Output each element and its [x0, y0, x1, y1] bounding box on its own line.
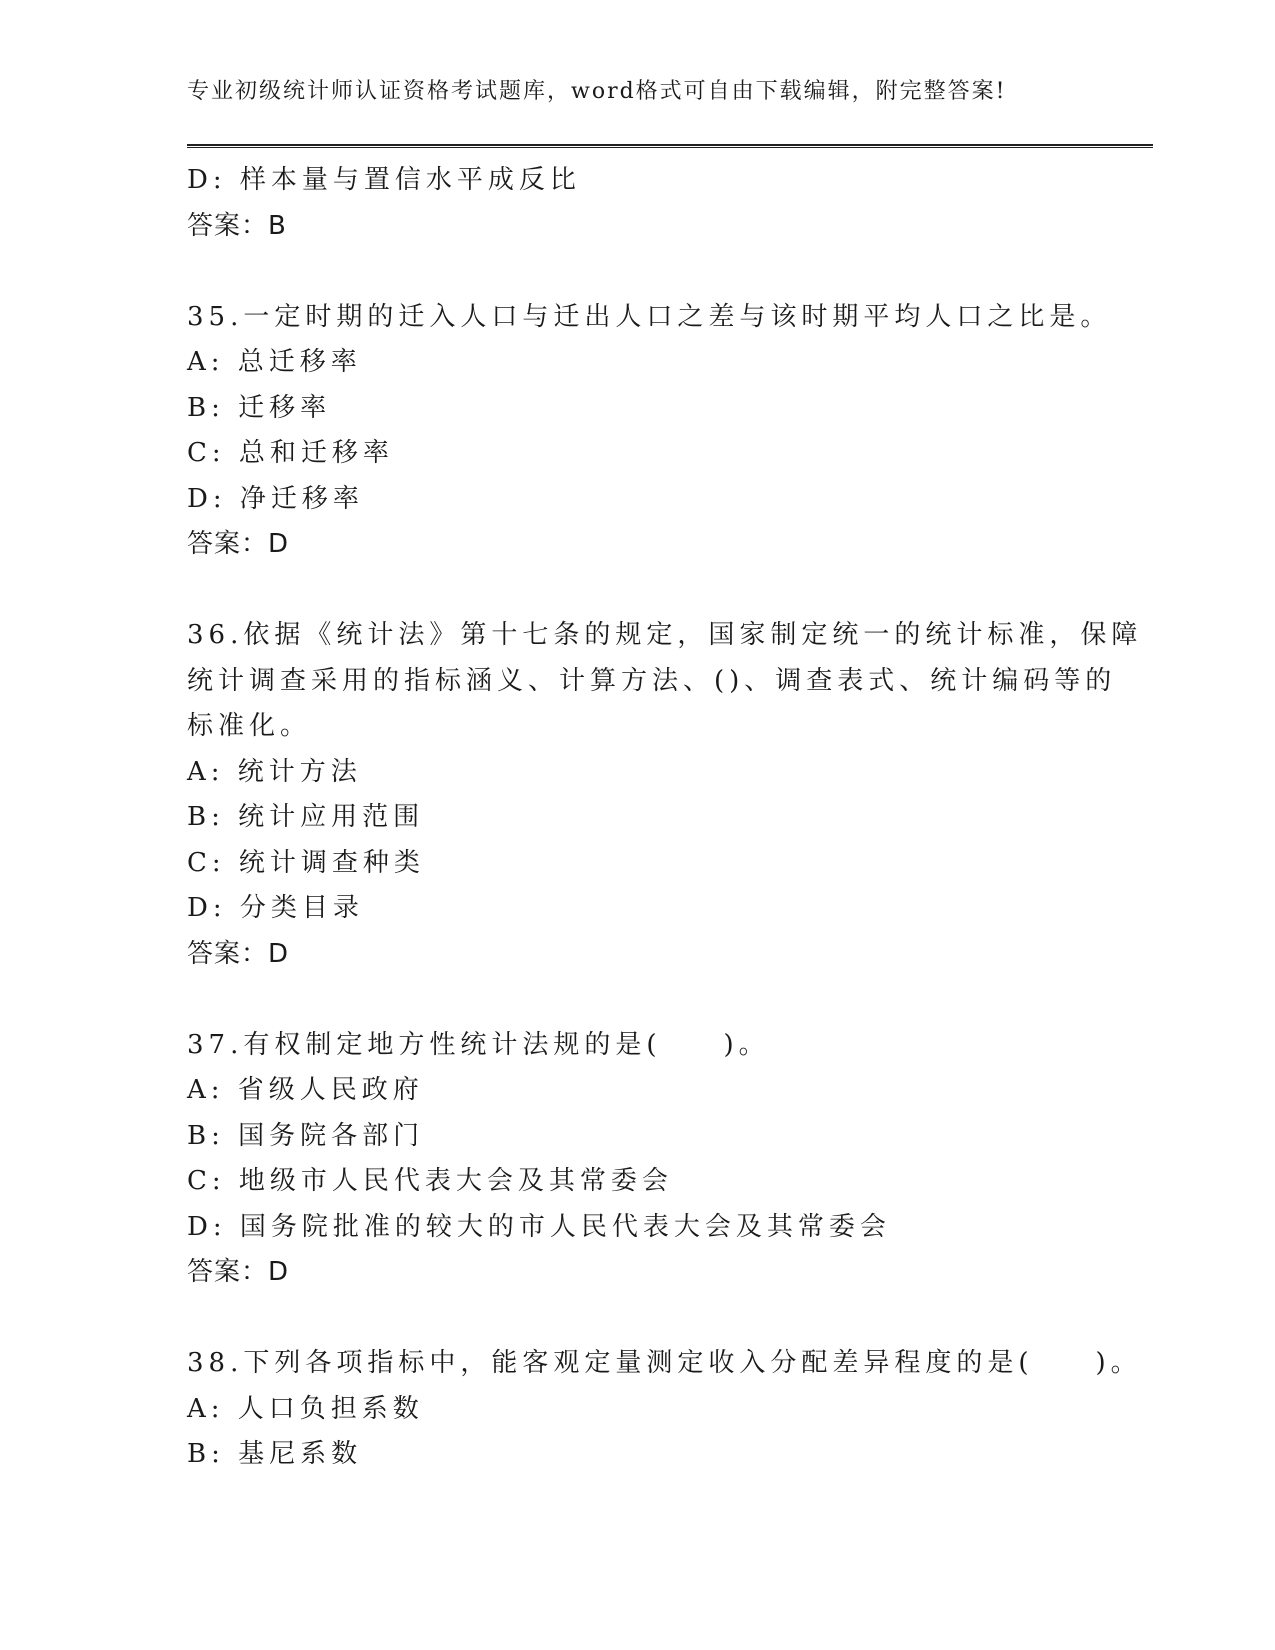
- option-d: D: 样本量与置信水平成反比: [187, 165, 581, 195]
- question-text: 统计调查采用的指标涵义、计算方法、()、调查表式、统计编码等的: [187, 665, 1117, 696]
- option-b: B: 基尼系数: [187, 1439, 363, 1469]
- spacer: [187, 977, 1087, 1023]
- answer-label: 答案：D: [187, 938, 290, 969]
- option-a: A: 总迁移率: [187, 347, 362, 377]
- question-38: [187, 1341, 1142, 1478]
- question-35: [187, 295, 1112, 568]
- answer-label: 答案：D: [187, 529, 290, 559]
- question-list: [187, 158, 1143, 1478]
- answer-label: 答案：D: [187, 1257, 290, 1287]
- option-c: C: 总和迁移率: [187, 438, 394, 468]
- question-text: 标准化。: [187, 711, 312, 741]
- question-text: 37.有权制定地方性统计法规的是( )。: [187, 1029, 770, 1060]
- spacer: [187, 1296, 1087, 1342]
- spacer: [187, 249, 1087, 295]
- question-text: 36.依据《统计法》第十七条的规定，国家制定统一的统计标准，保障: [187, 620, 1143, 650]
- option-a: A: 统计方法: [187, 756, 362, 787]
- page-header: 专业初级统计师认证资格考试题库，word格式可自由下载编辑，附完整答案!: [187, 79, 1007, 104]
- option-d: D: 国务院批准的较大的市人民代表大会及其常委会: [187, 1211, 891, 1242]
- question-text: 38.下列各项指标中，能客观定量测定收入分配差异程度的是( )。: [187, 1348, 1142, 1378]
- option-c: C: 统计调查种类: [187, 847, 425, 878]
- header-divider: [187, 144, 1153, 148]
- spacer: [187, 568, 1087, 614]
- option-d: D: 分类目录: [187, 893, 364, 923]
- option-c: C: 地级市人民代表大会及其常委会: [187, 1166, 673, 1196]
- question-text: 35.一定时期的迁入人口与迁出人口之差与该时期平均人口之比是。: [187, 301, 1112, 332]
- option-b: B: 国务院各部门: [187, 1120, 425, 1151]
- option-b: B: 统计应用范围: [187, 802, 425, 832]
- answer-label: 答案：B: [187, 210, 287, 241]
- option-a: A: 人口负担系数: [187, 1393, 424, 1424]
- question-36: [187, 613, 1143, 977]
- option-a: A: 省级人民政府: [187, 1075, 424, 1105]
- question-37: [187, 1023, 1087, 1296]
- option-b: B: 迁移率: [187, 392, 332, 423]
- option-d: D: 净迁移率: [187, 483, 364, 514]
